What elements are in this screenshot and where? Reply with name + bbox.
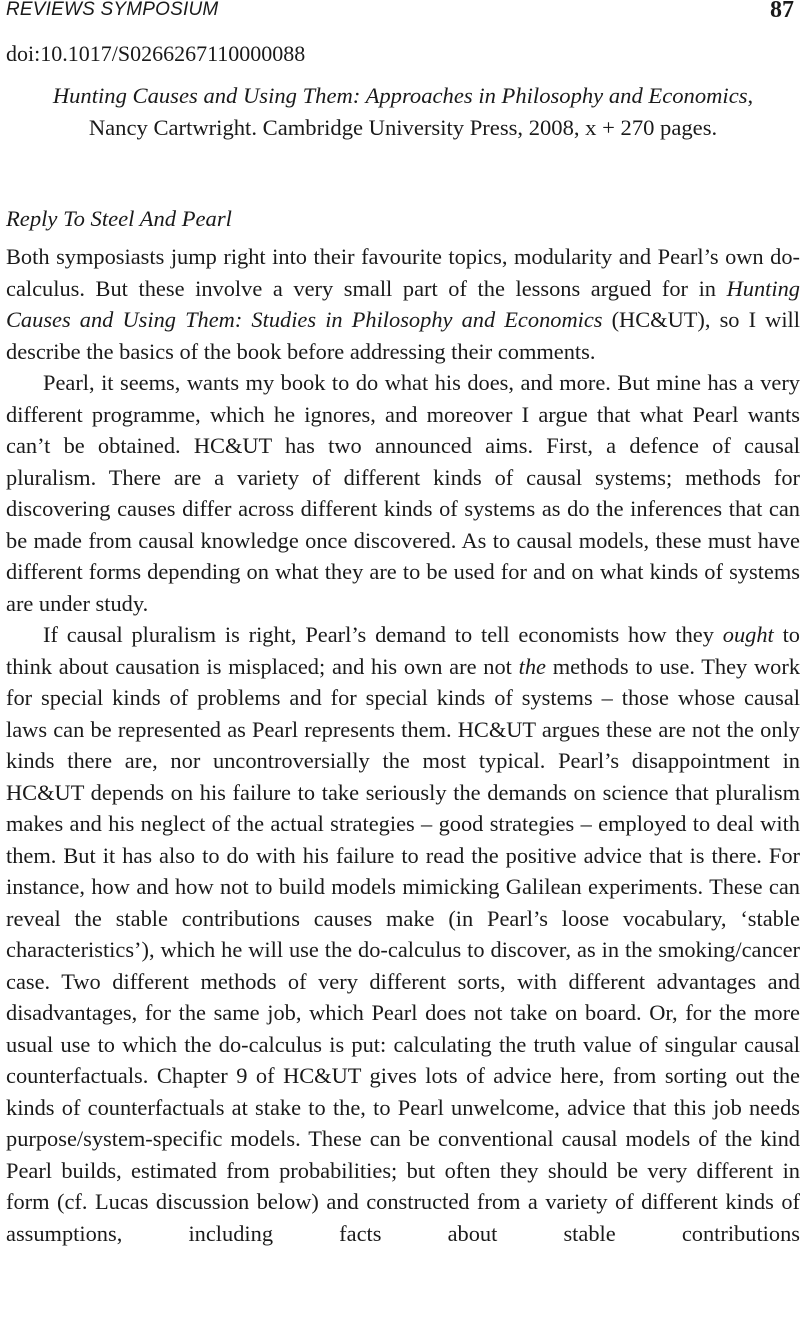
paragraph-3-text-c: methods to use. They work for special kinds of problems and for special kinds of systems – those whose causal laws can be represented as Pearl represents them. HC&UT argues these are not the only kinds there are, nor uncontroversially the most typical. Pearl’s disappointment in HC&UT depends on his failure to take seriously the demands on science that pluralism makes and his neglect of the actual strategies – good strategies – employed to deal with them. But it has also to do with his failure to read the positive advice that is there. For instance, how and how not to build models mimicking Galilean experiments. These can reveal the stable contributions causes make (in Pearl’s loose vocabulary, ‘stable characteristics’), which he will use the do-calculus to discover, as in the smoking/cancer case. Two different methods of very different sorts, with different advantages and disadvantages, for the same job, which Pearl does not take on board. Or, for the more usual use to which the do-calculus is put: calculating the truth value of singular causal counterfactuals. Chapter 9 of HC&UT gives lots of advice here, from sorting out the kinds of counterfactuals at stake to the, to Pearl unwelcome, advice that this job needs purpose/system-specific models. These can be conventional causal models of the kind Pearl builds, estimated from probabilities; but often they should be very different in form (cf. Lucas discussion below) and constructed from a variety of different kinds of assumptions, including facts about stable contributions [6, 653, 800, 1246]
section-title: Reply To Steel And Pearl [6, 206, 232, 231]
paragraph-1-text-a: Both symposiasts jump right into their favourite topics, modularity and Pearl’s own do-calculus. But these involve a very small part of the lessons argued for in [6, 244, 800, 301]
citation-details: Nancy Cartwright. Cambridge University Press, 2008, x + 270 pages. [88, 115, 718, 140]
paragraph-3-text-a: If causal pluralism is right, Pearl’s demand to tell economists how they [43, 622, 723, 647]
paragraph-3 [6, 619, 800, 1249]
paragraph-3-emphasis-the: the [518, 653, 546, 679]
body-text [6, 241, 800, 1249]
paragraph-3-text-b: to think about causation is misplaced; and his own are not [6, 622, 800, 679]
paragraph-1-text-b: (HC&UT), so I will describe the basics of the book before addressing their comments. [6, 307, 800, 364]
citation-title-line [6, 80, 800, 112]
doi: doi:10.1017/S0266267110000088 [6, 41, 306, 66]
paragraph-2: Pearl, it seems, wants my book to do what his does, and more. But mine has a very different programme, which he ignores, and moreover I argue that what Pearl wants can’t be obtained. HC&UT has two announced aims. First, a defence of causal pluralism. There are a variety of different kinds of causal systems; methods for discovering causes differ across different kinds of systems as do the inferences that can be made from causal knowledge once discovered. As to causal models, these must have different forms depending on what they are to be used for and on what kinds of systems are under study. [6, 370, 800, 616]
page-number: 87 [770, 0, 794, 23]
citation-title-suffix: , [747, 83, 754, 108]
paragraph-1 [6, 241, 800, 367]
paragraph-1-book-title: Hunting Causes and Using Them: Studies in Philosophy and Economics [6, 275, 800, 332]
running-head: REVIEWS SYMPOSIUM [6, 0, 219, 20]
book-citation [6, 80, 800, 144]
paragraph-3-emphasis-ought: ought [722, 622, 774, 647]
citation-title: Hunting Causes and Using Them: Approaches in Philosophy and Economics [52, 83, 748, 108]
